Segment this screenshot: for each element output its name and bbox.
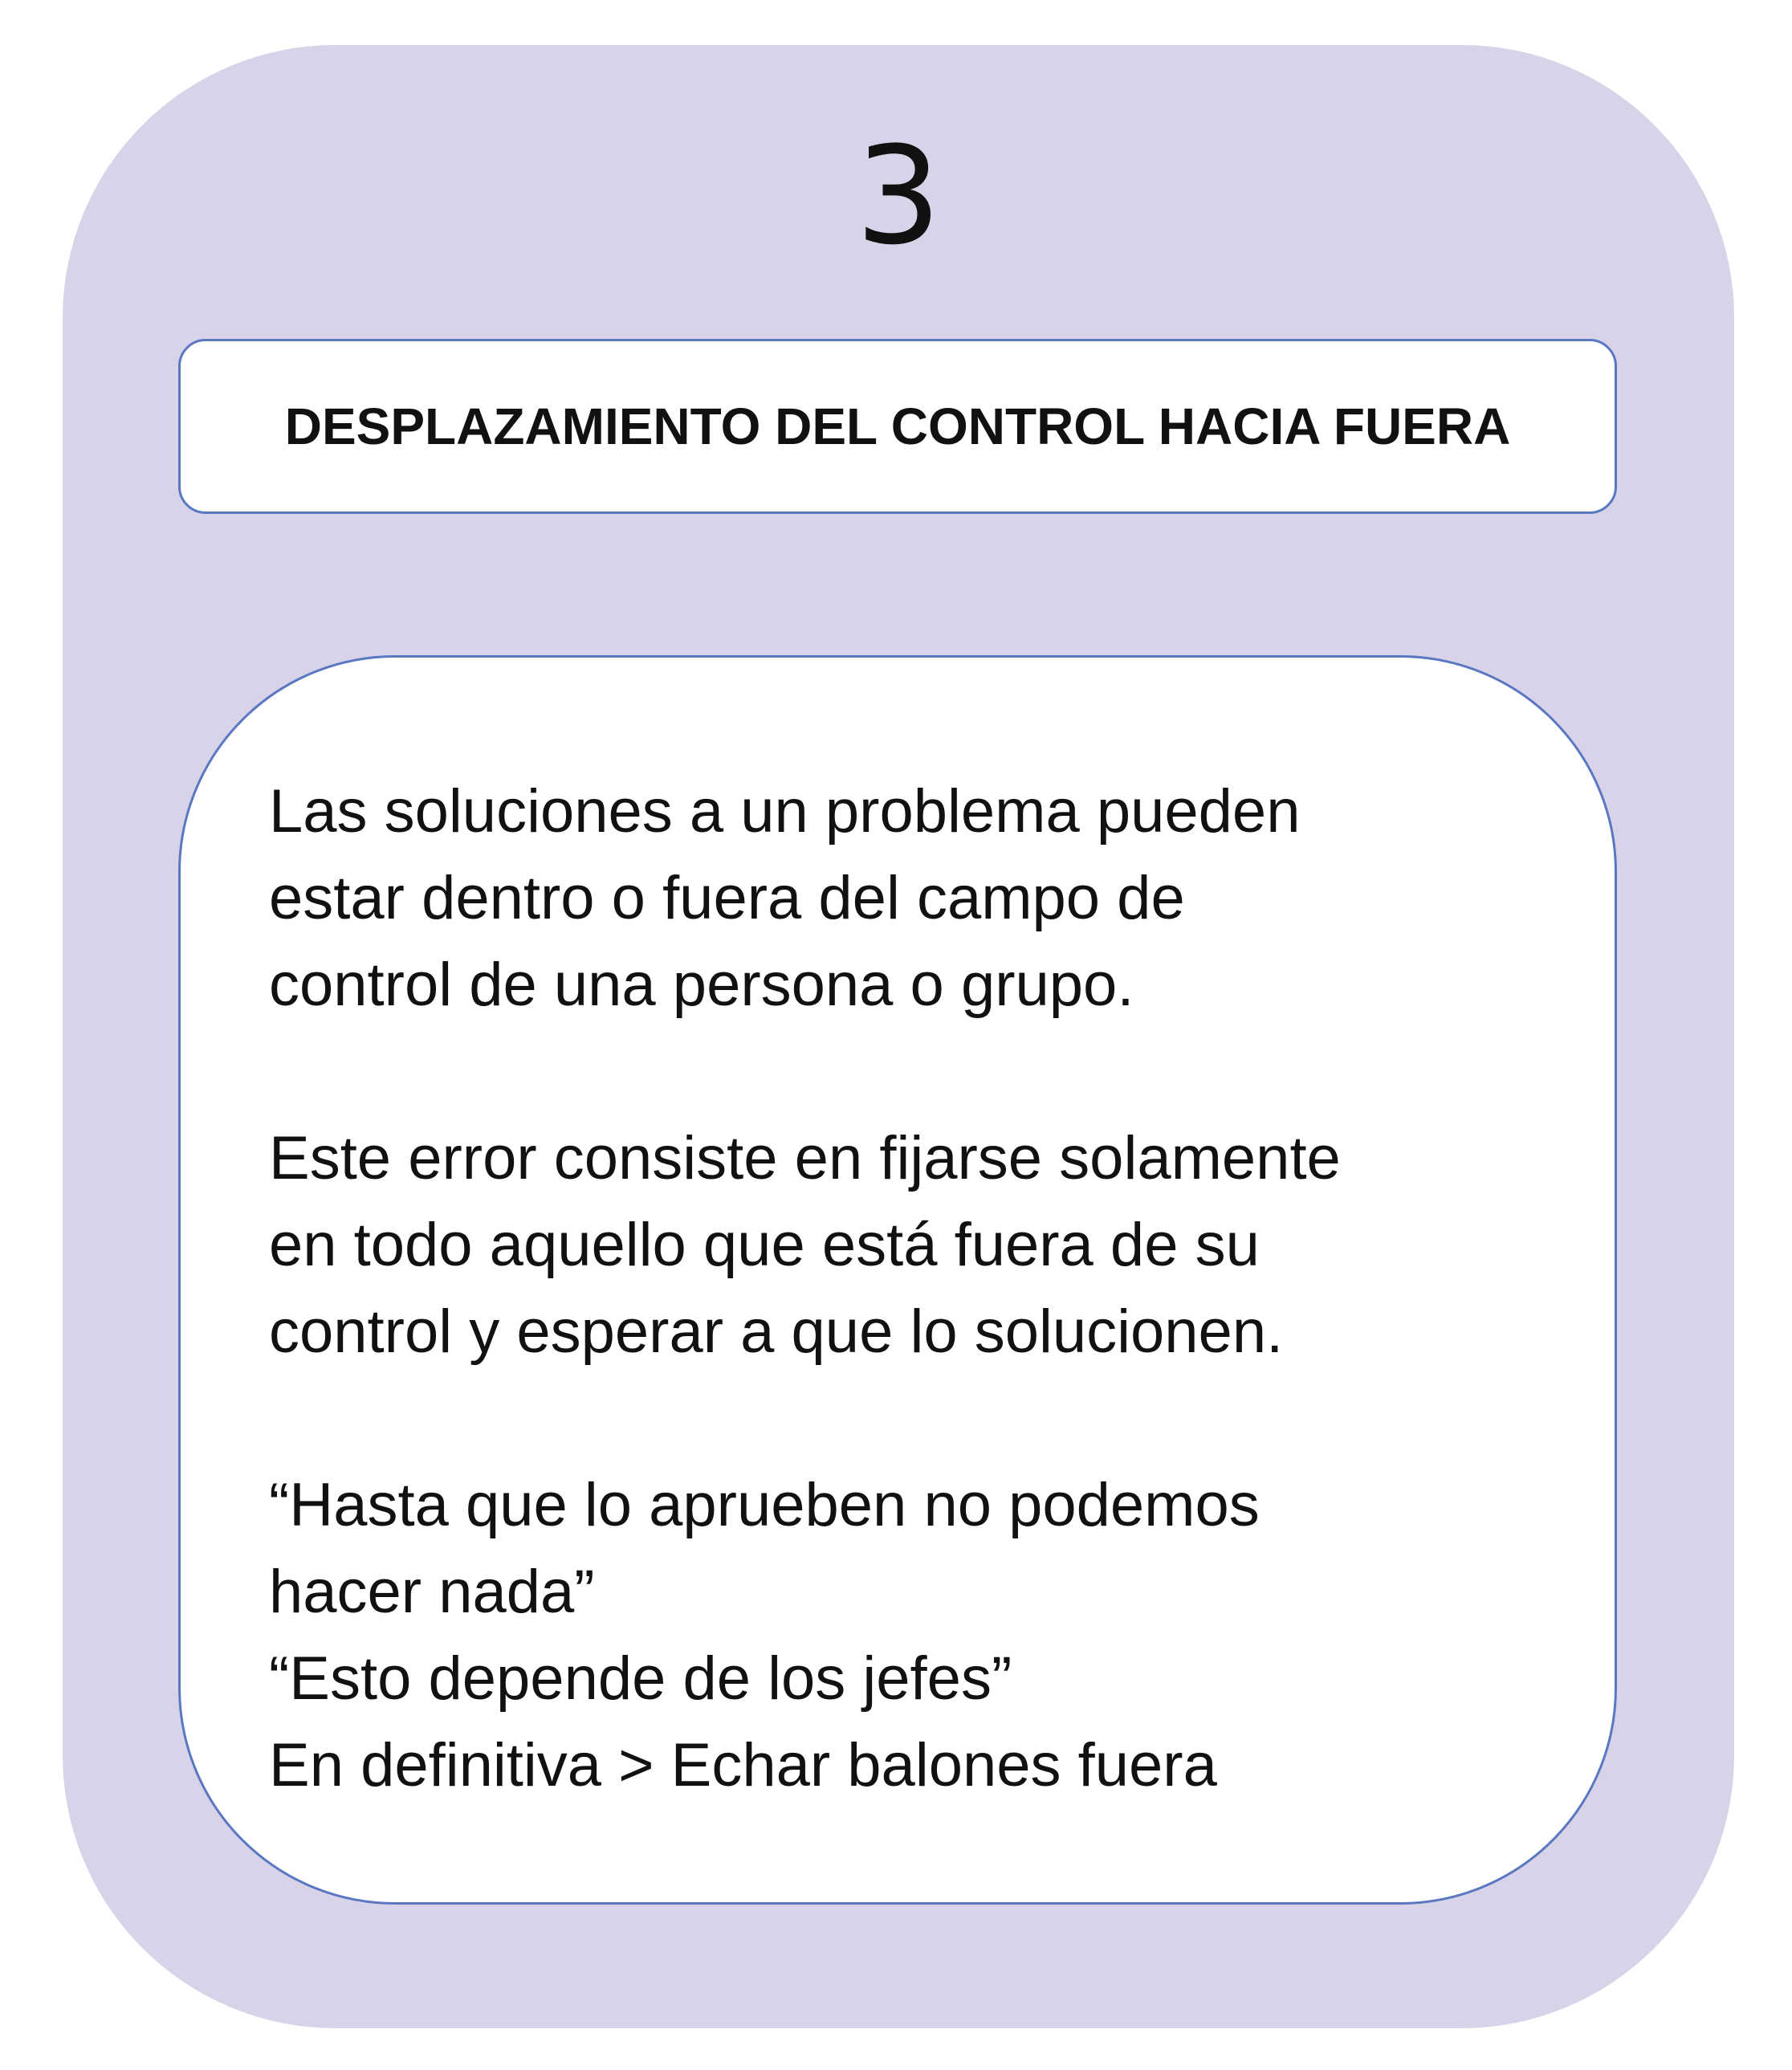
text-line: control de una persona o grupo. — [269, 951, 1134, 1019]
text-line: hacer nada” — [269, 1558, 595, 1626]
text-line: “Hasta que lo aprueben no podemos — [269, 1471, 1260, 1539]
description-content — [269, 768, 1570, 1809]
text-line: En definitiva > Echar balones fuera — [269, 1731, 1217, 1799]
text-line: Este error consiste en fijarse solamente — [269, 1124, 1341, 1192]
paragraph-definition — [269, 768, 1570, 1029]
paragraph-examples — [269, 1462, 1570, 1809]
text-line: control y esperar a que lo solucionen. — [269, 1298, 1284, 1366]
paragraph-error — [269, 1115, 1570, 1375]
card-title: DESPLAZAMIENTO DEL CONTROL HACIA FUERA — [284, 397, 1511, 455]
card-number: 3 — [855, 117, 942, 275]
text-line: Las soluciones a un problema pueden — [269, 777, 1301, 846]
concept-card — [63, 45, 1734, 2028]
text-line: “Esto depende de los jefes” — [269, 1644, 1012, 1713]
text-line: en todo aquello que está fuera de su — [269, 1211, 1260, 1279]
description-box — [178, 655, 1617, 1905]
title-box — [178, 339, 1617, 514]
text-line: estar dentro o fuera del campo de — [269, 864, 1185, 932]
